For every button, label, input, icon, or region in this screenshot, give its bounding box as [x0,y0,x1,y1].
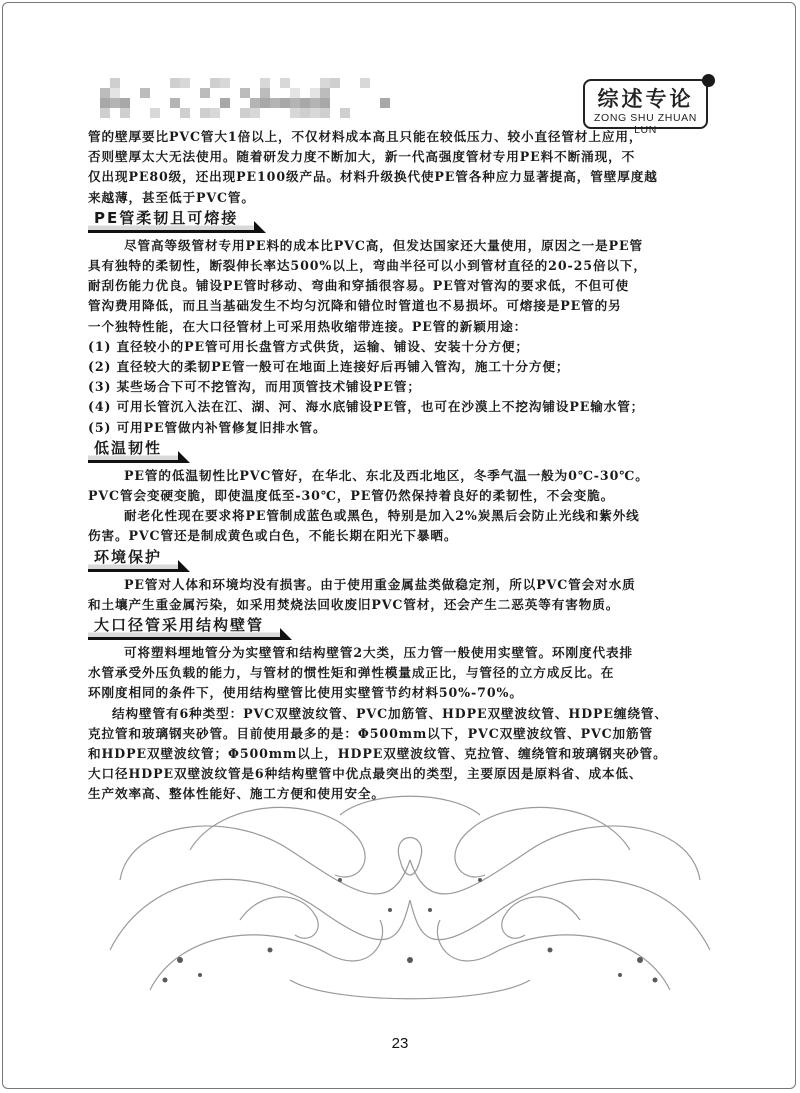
text-line: 可将塑料埋地管分为实壁管和结构壁管2大类，压力管一般使用实壁管。环刚度代表排 [124,645,633,661]
swirl-line [150,920,383,990]
floral-swirl-ornament [90,790,730,1015]
mosaic-block [100,88,110,98]
swirl-line [290,980,530,999]
mosaic-block [250,98,260,108]
mosaic-block [270,98,280,108]
ornament-dot [653,978,658,983]
text-line: 结构壁管有6种类型：PVC双壁波纹管、PVC加筋管、HDPE双壁波纹管、HDPE缠绕管、 [112,705,668,721]
mosaic-block [170,98,180,108]
text-line: 一个独特性能，在大口径管材上可采用热收缩带连接。PE管的新颖用途： [88,318,528,334]
ornament-dot [548,948,553,953]
list-item: (2) 直径较大的柔韧PE管一般可在地面上连接好后再铺入管沟，施工十分方便； [88,359,570,375]
mosaic-block [280,98,290,108]
text-line: 和土壤产生重金属污染，如采用焚烧法回收废旧PVC管材，还会产生二恶英等有害物质。 [88,596,620,612]
mosaic-block [330,78,340,88]
mosaic-block [170,78,180,88]
mosaic-block [240,108,250,118]
mosaic-block [150,108,160,118]
ornament-dot [388,908,392,912]
ornament-dot [428,908,432,912]
mosaic-block [290,98,300,108]
section-pe-flexible [88,209,718,438]
text-line: 仅出现PE80级，还出现PE100级产品。材料升级换代使PE管各种应力显著提高，管壁厚度越 [88,169,658,185]
list-item: (3) 某些场合下可不挖管沟，而用顶管技术铺设PE管； [88,379,421,395]
section-heading: 低温韧性 [88,439,178,463]
mosaic-block [290,88,300,98]
mosaic-block [240,88,250,98]
section-low-temp-toughness [88,439,718,547]
mosaic-block [360,78,370,88]
ornament-dot [198,973,202,977]
text-line: 管的壁厚要比PVC管大1倍以上，不仅材料成本高且只能在较低压力、较小直径管材上应用， [88,129,643,144]
ornament-dot [478,878,482,882]
mosaic-block [110,98,120,108]
swirl-line [240,897,318,938]
mosaic-block [310,108,320,118]
text-line: 耐老化性现在要求将PE管制成蓝色或黑色，特别是加入2%炭黑后会防止光线和紫外线 [124,508,640,524]
ornament-dot [268,948,273,953]
mosaic-block [110,88,120,98]
mosaic-block [340,108,350,118]
list-item: (4) 可用长管沉入法在江、湖、河、海水底铺设PE管，也可在沙漠上不挖沟铺设PE输水管； [88,399,645,415]
intro-paragraph [88,127,718,208]
list-item: (1) 直径较小的PE管可用长盘管方式供货，运输、铺设、安装十分方便； [88,338,529,354]
text-line: 否则壁厚太大无法使用。随着研发力度不断加大，新一代高强度管材专用PE料不断涌现，不 [88,149,636,165]
mosaic-block [140,88,150,98]
mosaic-block [260,78,270,88]
mosaic-block [260,98,270,108]
mosaic-block [310,88,320,98]
ornament-dot [618,973,622,977]
ornament-dot [163,978,168,983]
swirl-line [110,879,410,950]
mosaic-block [290,108,300,118]
mosaic-block [300,98,310,108]
swirl-line [502,897,580,938]
mosaic-block [180,78,190,88]
badge-dot-icon [702,74,715,87]
text-line: 来越薄，甚至低于PVC管。 [88,189,255,205]
mosaic-block [220,78,230,88]
text-line: 具有独特的柔韧性，断裂伸长率达500%以上，弯曲半径可以小到管材直径的20-25倍以下， [88,258,647,274]
ornament-dot [338,878,342,882]
section-heading: 大口径管采用结构壁管 [88,616,280,640]
mosaic-block [200,88,210,98]
text-line: PE管的低温韧性比PVC管好，在华北、东北及西北地区，冬季气温一般为0℃-30℃。 [124,467,649,483]
mosaic-block [320,78,330,88]
swirl-line [437,920,670,990]
swirl-line [340,796,480,815]
text-line: 和HDPE双壁波纹管；Φ500mm以上，HDPE双壁波纹管、克拉管、缠绕管和玻璃钢夹砂管。 [88,746,667,762]
text-line: 耐刮伤能力优良。铺设PE管时移动、弯曲和穿插很容易。PE管对管沟的要求低，不但可使 [88,278,630,294]
mosaic-block [320,108,330,118]
text-line: 大口径HDPE双壁波纹管是6种结构壁管中优点最突出的类型，主要原因是原料省、成本低、 [88,766,643,782]
text-line: 尽管高等级管材专用PE料的成本比PVC高，但发达国家还大量使用，原因之一是PE管 [124,237,643,253]
pixelated-header-banner [100,78,390,118]
mosaic-block [110,78,120,88]
text-line: 环刚度相同的条件下，使用结构壁管比使用实壁管节约材料50%-70%。 [88,685,523,701]
mosaic-block [250,108,260,118]
mosaic-block [310,98,320,108]
text-line: 克拉管和玻璃钢夹砂管。目前使用最多的是：Φ500mm以下，PVC双壁波纹管、PVC加筋管 [88,725,654,741]
mosaic-block [220,98,230,108]
ornament-dot [177,957,183,963]
mosaic-block [210,108,220,118]
article-body [88,127,718,805]
mosaic-block [320,98,330,108]
mosaic-block [120,98,130,108]
section-heading: PE管柔韧且可熔接 [88,209,254,233]
ornament-dot [637,957,643,963]
mosaic-block [380,98,390,108]
mosaic-block [120,108,130,118]
ornament-dot [407,957,413,963]
text-line: 水管承受外压负载的能力，与管材的惯性矩和弹性模量成正比，与管径的立方成反比。在 [88,665,615,681]
text-line: PVC管会变硬变脆，即使温度低至-30℃，PE管仍然保持着良好的柔韧性，不会变脆。 [88,488,615,504]
text-line: 生产效率高、整体性能好、施工方便和使用安全。 [88,786,385,802]
column-title: 综述专论 [597,87,694,111]
swirl-line [410,879,710,950]
text-line: PE管对人体和环境均没有损害。由于使用重金属盐类做稳定剂，所以PVC管会对水质 [124,576,636,592]
swirl-line [398,838,421,876]
mosaic-block [180,108,190,118]
text-line: 伤害。PVC管还是制成黄色或白色，不能长期在阳光下暴晒。 [88,528,458,544]
mosaic-block [260,88,270,98]
column-badge [583,79,708,136]
section-heading: 环境保护 [88,548,178,572]
section-environment [88,548,718,615]
column-title-pinyin: ZONG SHU ZHUAN LUN [594,112,697,136]
mosaic-block [200,108,210,118]
mosaic-block [300,108,310,118]
mosaic-block [280,78,290,88]
mosaic-block [100,108,110,118]
page-number: 23 [391,1035,409,1052]
mosaic-block [210,78,220,88]
section-large-diameter [88,616,718,805]
list-item: (5) 可用PE管做内补管修复旧排水管。 [88,419,327,435]
text-line: 管沟费用降低，而且当基础发生不均匀沉降和错位时管道也不易损坏。可熔接是PE管的另 [88,298,622,314]
mosaic-block [320,88,330,98]
mosaic-block [100,98,110,108]
